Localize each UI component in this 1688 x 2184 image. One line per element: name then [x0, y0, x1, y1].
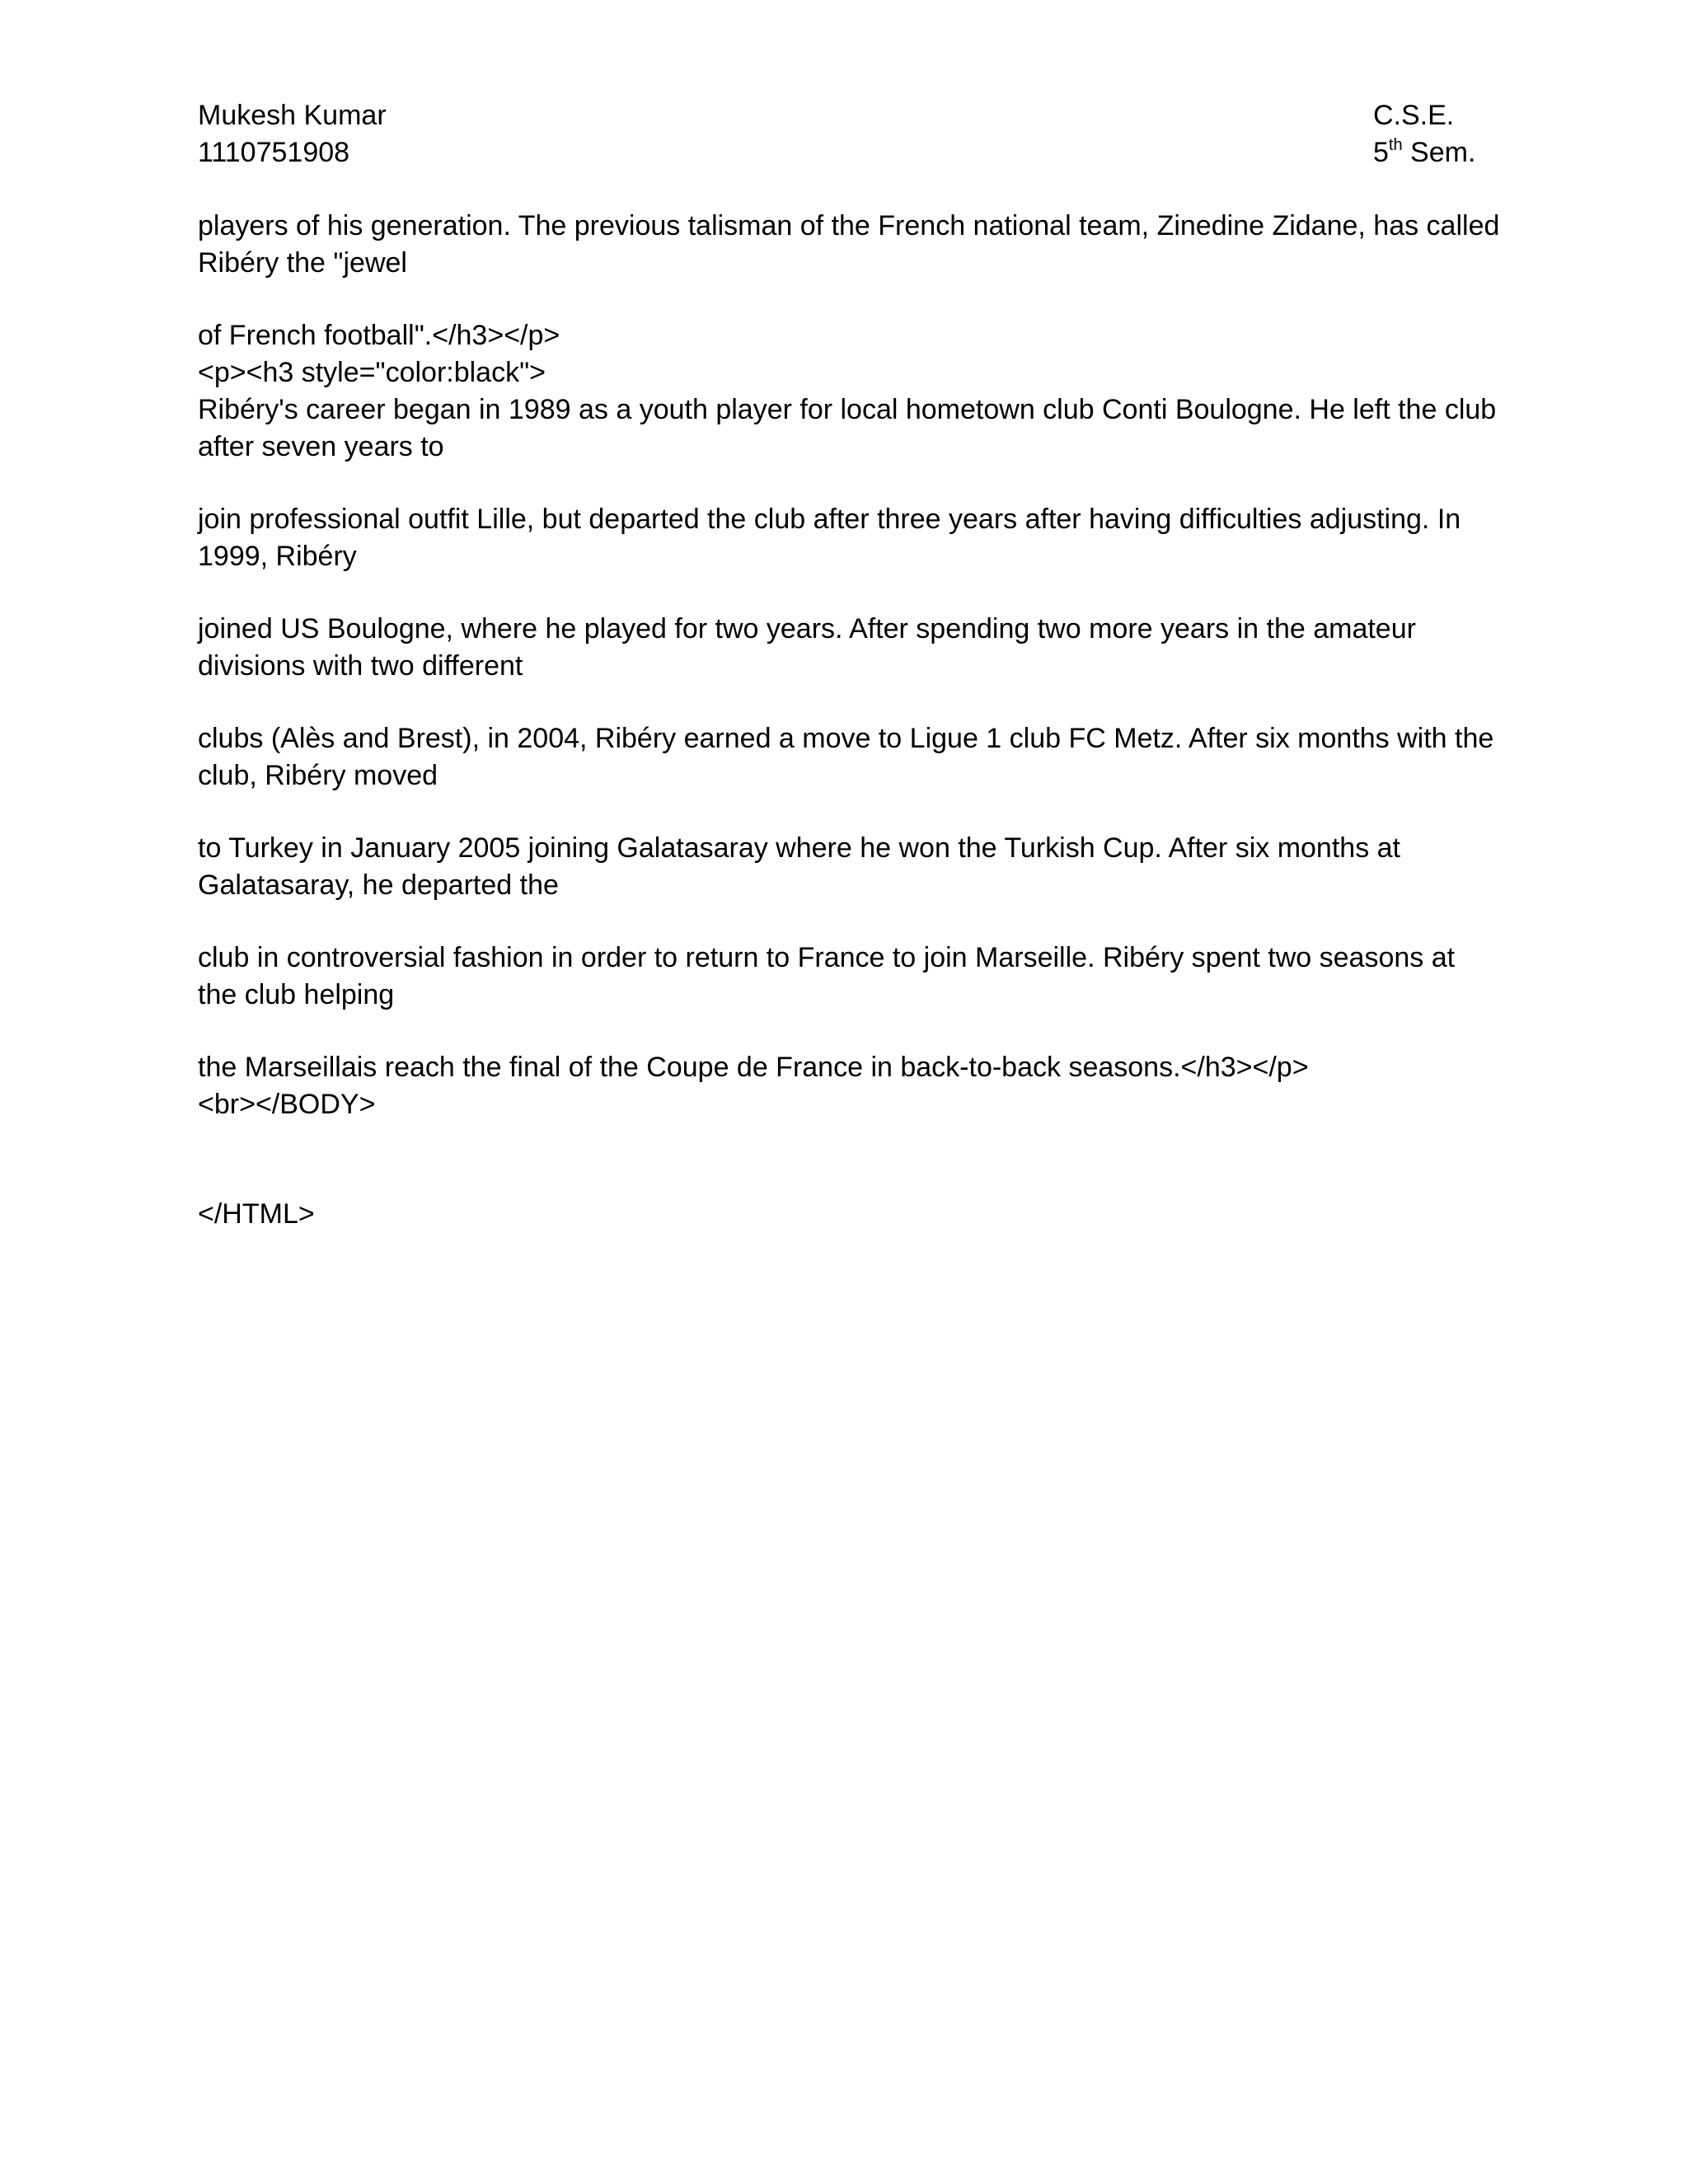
- header-left: [198, 97, 387, 171]
- semester-suffix: th: [1388, 136, 1403, 154]
- paragraph-2: of French football".</h3></p> <p><h3 style="color:black"> Ribéry's career began in 1989 as a youth player for local hometown club Conti Boulogne. He left the club after seven years to: [198, 320, 1497, 462]
- paragraph-3: join professional outfit Lille, but departed the club after three years after having difficulties adjusting. In 1999, Ribéry: [198, 504, 1461, 572]
- paragraph-9: </HTML>: [198, 1198, 315, 1230]
- student-name: Mukesh Kumar: [198, 100, 387, 131]
- roll-number: 1110751908: [198, 137, 350, 168]
- branch-label: C.S.E.: [1373, 100, 1455, 131]
- semester-text: Sem.: [1402, 137, 1476, 168]
- paragraph-5: clubs (Alès and Brest), in 2004, Ribéry earned a move to Ligue 1 club FC Metz. After six months with the club, Ribéry moved: [198, 723, 1494, 791]
- paragraph-8: the Marseillais reach the final of the Coupe de France in back-to-back seasons.</h3></p> <br></BODY>: [198, 1052, 1309, 1120]
- semester-label: [1373, 134, 1475, 171]
- header-right: [1373, 97, 1475, 171]
- paragraph-1: players of his generation. The previous talisman of the French national team, Zinedine Zidane, has called Ribéry the "jewel: [198, 210, 1500, 279]
- paragraph-7: club in controversial fashion in order to return to France to join Marseille. Ribéry spent two seasons at the club helping: [198, 942, 1456, 1010]
- paragraph-4: joined US Boulogne, where he played for two years. After spending two more years in the amateur divisions with two different: [198, 613, 1416, 682]
- document-body: [198, 208, 1500, 1233]
- paragraph-6: to Turkey in January 2005 joining Galatasaray where he won the Turkish Cup. After six months at Galatasaray, he departed the: [198, 832, 1400, 901]
- semester-number: 5: [1373, 137, 1389, 168]
